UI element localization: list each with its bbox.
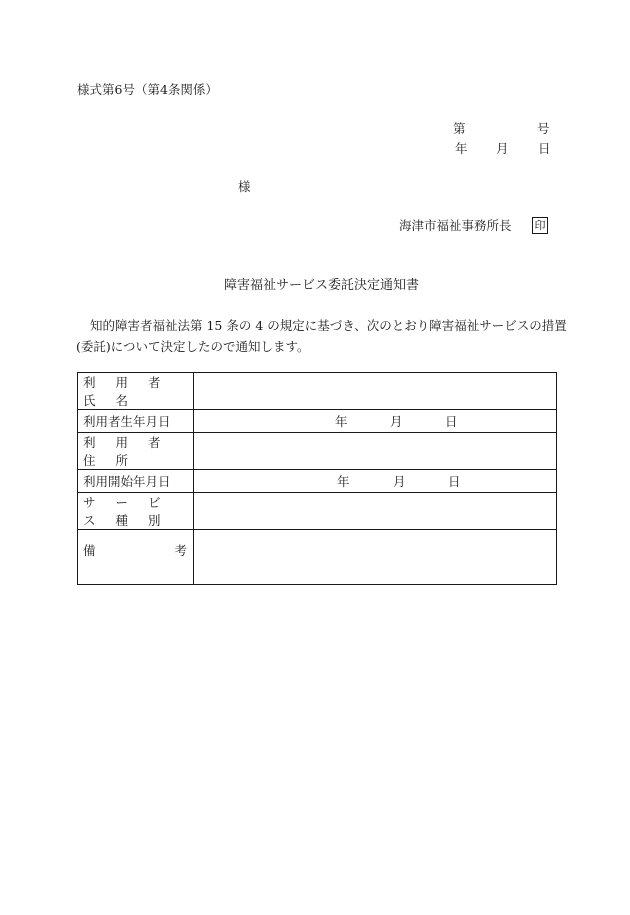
- birthdate-label-cell: [78, 410, 194, 433]
- remarks-label-second: 考: [174, 543, 187, 558]
- document-title: 障害福祉サービス委託決定通知書: [224, 278, 420, 293]
- user-name-label: 利 用 者 氏 名: [83, 375, 169, 408]
- issue-date-month-label: 月: [496, 141, 509, 156]
- start-date-month-label: 月: [393, 474, 406, 489]
- start-date-value-cell[interactable]: [194, 470, 557, 493]
- table-row-address: [78, 433, 557, 470]
- body-text: 知的障害者福祉法第 15 条の 4 の規定に基づき、次のとおり障害福祉サービスの措置(委託)について決定したので通知します。: [76, 318, 567, 354]
- remarks-label-first: 備: [83, 543, 96, 558]
- document-number-label: 第: [453, 121, 466, 136]
- start-date-year-label: 年: [337, 474, 350, 489]
- start-date-day-label: 日: [448, 474, 461, 489]
- table-row-remarks: [78, 530, 557, 585]
- address-label-cell: [78, 433, 194, 470]
- remarks-label-cell: [78, 530, 194, 585]
- user-name-value-cell[interactable]: [194, 373, 557, 410]
- table-row-user-name: [78, 373, 557, 410]
- start-date-label-cell: [78, 470, 194, 493]
- decision-details-table: [77, 372, 557, 585]
- start-date-label: 利用開始年月日: [83, 474, 171, 489]
- document-number-suffix: 号: [537, 121, 550, 136]
- remarks-label: [83, 541, 193, 559]
- seal-stamp: 印: [532, 217, 548, 234]
- user-name-label-cell: [78, 373, 194, 410]
- addressee-honorific: 様: [238, 179, 251, 194]
- table-row-start-date: [78, 470, 557, 493]
- table-row-birthdate: [78, 410, 557, 433]
- address-value-cell[interactable]: [194, 433, 557, 470]
- service-type-label: サ ー ビ ス 種 別: [83, 495, 169, 528]
- form-number: 様式第6号（第4条関係）: [77, 82, 218, 97]
- birthdate-month-label: 月: [390, 414, 403, 429]
- birthdate-label: 利用者生年月日: [83, 414, 171, 429]
- birthdate-year-label: 年: [335, 414, 348, 429]
- birthdate-day-label: 日: [445, 414, 458, 429]
- address-label: 利 用 者 住 所: [83, 435, 169, 468]
- birthdate-value-cell[interactable]: [194, 410, 557, 433]
- issue-date-day-label: 日: [538, 141, 551, 156]
- issue-date-year-label: 年: [455, 141, 468, 156]
- table-row-service-type: [78, 493, 557, 530]
- issuer-name: 海津市福祉事務所長: [399, 218, 512, 233]
- service-type-value-cell[interactable]: [194, 493, 557, 530]
- remarks-value-cell[interactable]: [194, 530, 557, 585]
- service-type-label-cell: [78, 493, 194, 530]
